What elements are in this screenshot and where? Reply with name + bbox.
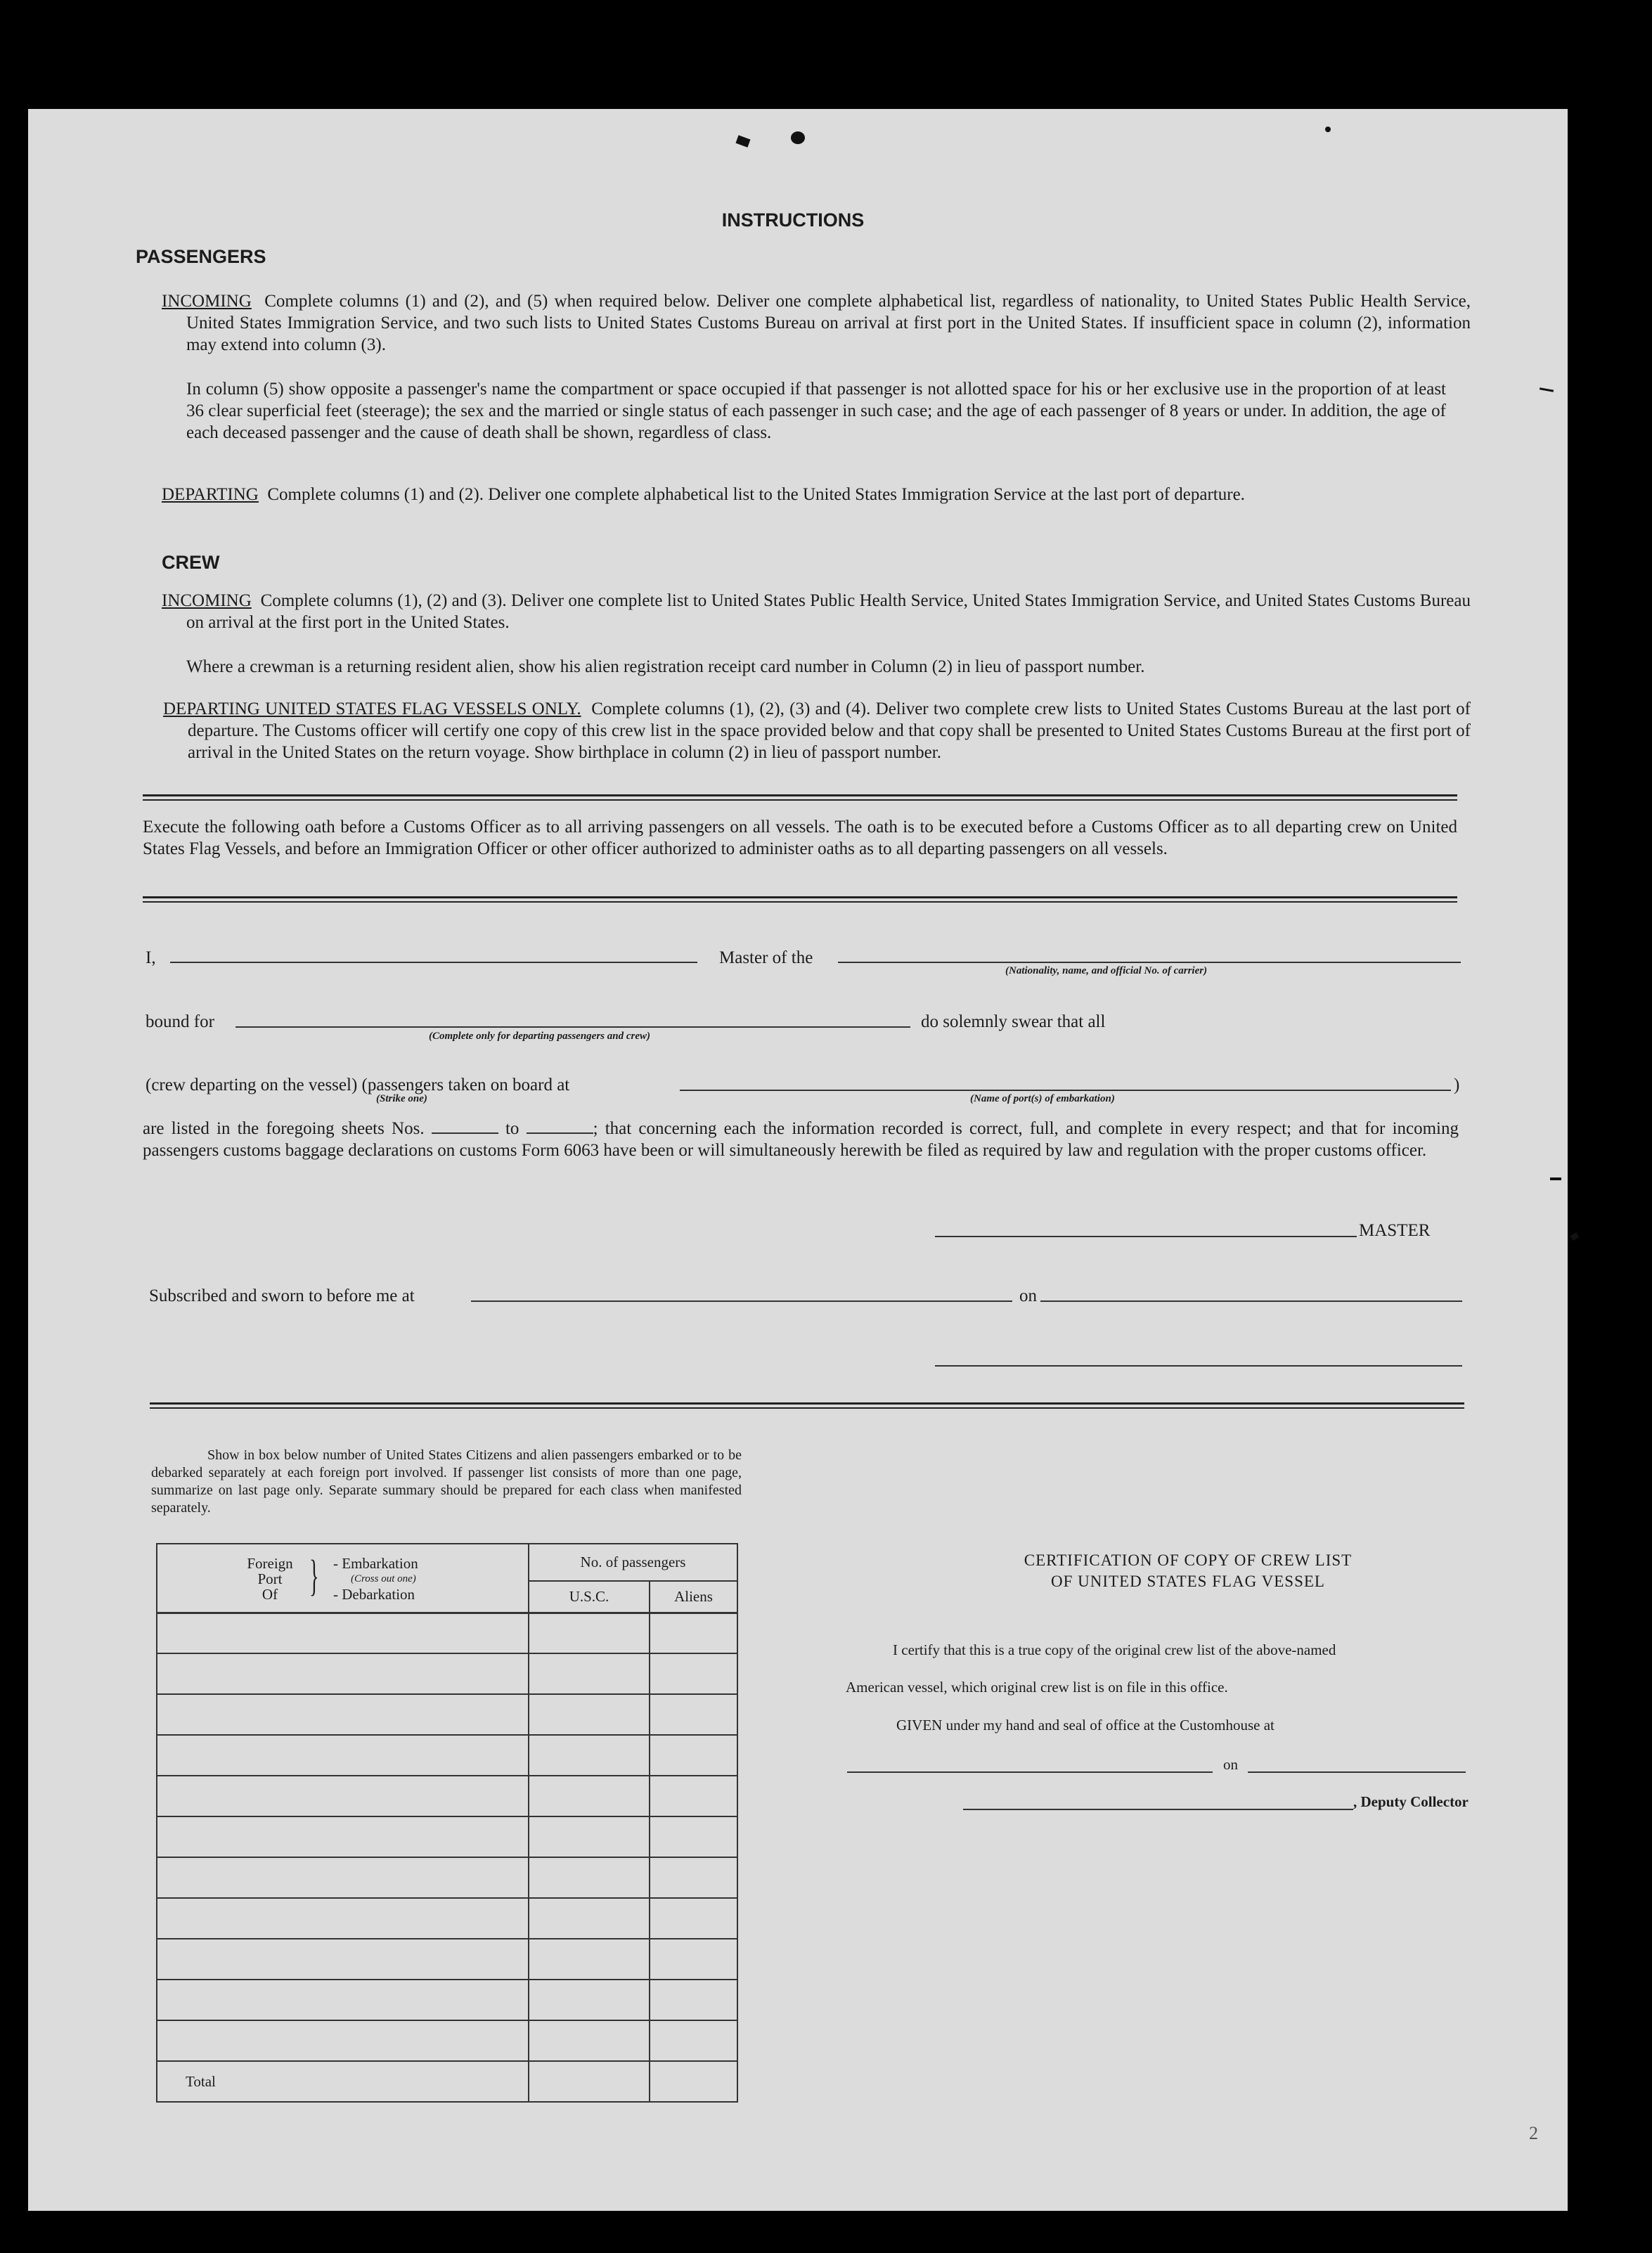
- to-label: to: [505, 1119, 520, 1138]
- aliens-cell[interactable]: [650, 1939, 737, 1980]
- brace: }: [309, 1552, 319, 1600]
- table-row: [157, 1694, 737, 1735]
- scan-mark: [1570, 1232, 1580, 1241]
- table-row: [157, 1653, 737, 1694]
- page-title: INSTRUCTIONS: [721, 209, 865, 231]
- port-cell[interactable]: [157, 1776, 529, 1816]
- port-cell[interactable]: [157, 1613, 529, 1653]
- usc-cell[interactable]: [529, 1816, 650, 1857]
- passengers-count-header: No. of passengers: [529, 1544, 737, 1581]
- master-label: MASTER: [1359, 1221, 1431, 1240]
- crew-departing-text: Complete columns (1), (2), (3) and (4). Deliver two complete crew lists to United States Customs Bureau at the last port of departure. The Customs officer will certify one copy of this crew list in the space provided below and that copy shall be presented to United States Customs Bureau at the first port of arrival in the United States on the return voyage. Show birthplace in column (2) in lieu of passport number.: [188, 699, 1471, 762]
- strike-note: (Strike one): [376, 1093, 427, 1104]
- crew-incoming-text: Complete columns (1), (2) and (3). Deliver one complete list to United States Public Health Service, United States Immigration Service, and United States Customs Bureau on arrival at the first port in the United States.: [186, 591, 1471, 632]
- bound-for-field[interactable]: [235, 1026, 910, 1028]
- table-row: [157, 2020, 737, 2061]
- master-name-field[interactable]: [170, 962, 697, 963]
- port-summary-table: [156, 1543, 738, 2103]
- total-label: Total: [157, 2061, 529, 2102]
- usc-header: U.S.C.: [529, 1581, 650, 1613]
- total-row: [157, 2061, 737, 2102]
- passengers-incoming-paragraph: [162, 290, 1471, 356]
- scan-mark: [1550, 1177, 1561, 1180]
- column5-paragraph: In column (5) show opposite a passenger's name the compartment or space occupied if that passenger is not allotted space for his or her exclusive use in the proportion of at least 36 clear superficial feet (steerage); the sex and the married or single status of each passenger in such case; and the age of each passenger of 8 years or under. In addition, the age of each deceased passenger and the cause of death shall be shown, regardless of class.: [186, 380, 1446, 442]
- port-cell[interactable]: [157, 1939, 529, 1980]
- form-page: [28, 109, 1568, 2211]
- deputy-signature-field[interactable]: [963, 1809, 1353, 1810]
- carrier-field[interactable]: [838, 962, 1461, 963]
- port-cell[interactable]: [157, 2020, 529, 2061]
- cross-out-note: (Cross out one): [351, 1573, 416, 1584]
- master-signature-field[interactable]: [935, 1236, 1357, 1237]
- sheet-from-field[interactable]: [432, 1118, 498, 1134]
- table-row: [157, 1898, 737, 1939]
- table-row: [157, 1816, 737, 1857]
- bound-note: (Complete only for departing passengers and crew): [429, 1031, 650, 1042]
- divider: [143, 896, 1457, 903]
- certification-title-line1: CERTIFICATION OF COPY OF CREW LIST: [1024, 1551, 1353, 1569]
- sheet-to-field[interactable]: [527, 1118, 593, 1134]
- crew-departing-label: (crew departing on the vessel) (passengers taken on board at: [146, 1076, 570, 1095]
- aliens-total-cell[interactable]: [650, 2061, 737, 2102]
- table-row: [157, 1613, 737, 1653]
- crew-incoming-label: INCOMING: [162, 591, 252, 610]
- departing-text: Complete columns (1) and (2). Deliver one complete alphabetical list to the United States Immigration Service at the last port of departure.: [267, 485, 1245, 504]
- usc-cell[interactable]: [529, 1613, 650, 1653]
- passengers-departing-paragraph: [162, 484, 1471, 505]
- table-row: [157, 1857, 737, 1898]
- aliens-cell[interactable]: [650, 1898, 737, 1939]
- sworn-place-field[interactable]: [471, 1300, 1012, 1302]
- page-number: 2: [1529, 2123, 1538, 2143]
- port-cell[interactable]: [157, 1653, 529, 1694]
- aliens-cell[interactable]: [650, 1694, 737, 1735]
- listed-prefix: are listed in the foregoing sheets Nos.: [143, 1119, 425, 1138]
- listed-suffix: ; that concerning each the information recorded is correct, full, and complete in every respect; and that for incoming passengers customs baggage declarations on customs Form 6063 have been or will simultaneously herewith be filed as required by law and regulation with the proper customs officer.: [143, 1119, 1459, 1160]
- crew-departing-paragraph: [163, 698, 1471, 763]
- port-header-cell: [157, 1544, 529, 1613]
- port-cell[interactable]: [157, 1735, 529, 1776]
- aliens-cell[interactable]: [650, 1653, 737, 1694]
- certify-line1: I certify that this is a true copy of the original crew list of the above-named: [893, 1641, 1336, 1658]
- ports-note: (Name of port(s) of embarkation): [970, 1093, 1115, 1104]
- sworn-on-label: on: [1019, 1286, 1037, 1305]
- oath-instruction: Execute the following oath before a Customs Officer as to all arriving passengers on all vessels. The oath is to be executed before a Customs Officer as to all departing crew on United States Flag Vessels, and before an Immigration Officer or other officer authorized to administer oaths as to all departing passengers on all vessels.: [143, 818, 1457, 858]
- certify-line2: American vessel, which original crew list is on file in this office.: [846, 1679, 1228, 1696]
- ports-field[interactable]: [680, 1090, 1451, 1091]
- table-row: [157, 1939, 737, 1980]
- given-text: GIVEN under my hand and seal of office at the Customhouse at: [896, 1717, 1275, 1734]
- debarkation-label: - Debarkation: [333, 1586, 415, 1603]
- usc-cell[interactable]: [529, 1653, 650, 1694]
- incoming-label: INCOMING: [162, 292, 252, 311]
- crew-heading: CREW: [162, 552, 220, 573]
- port-cell[interactable]: [157, 1980, 529, 2020]
- oath-i-label: I,: [146, 948, 156, 967]
- incoming-text: Complete columns (1) and (2), and (5) when required below. Deliver one complete alphabetical list, regardless of nationality, to United States Public Health Service, United States Immigration Service, and two such lists to United States Customs Bureau on arrival at first port in the United States. If insufficient space in column (2), information may extend into column (3).: [186, 292, 1471, 354]
- table-row: [157, 1980, 737, 2020]
- scan-mark: [1325, 127, 1331, 132]
- aliens-cell[interactable]: [650, 2020, 737, 2061]
- certification-on-label: on: [1223, 1756, 1238, 1773]
- port-cell[interactable]: [157, 1694, 529, 1735]
- aliens-cell[interactable]: [650, 1776, 737, 1816]
- aliens-cell[interactable]: [650, 1857, 737, 1898]
- usc-cell[interactable]: [529, 1980, 650, 2020]
- resident-alien-paragraph: Where a crewman is a returning resident alien, show his alien registration receipt card number in Column (2) in lieu of passport number.: [186, 657, 1145, 676]
- subscribed-label: Subscribed and sworn to before me at: [149, 1286, 415, 1305]
- certification-title-line2: OF UNITED STATES FLAG VESSEL: [1051, 1573, 1325, 1590]
- usc-cell[interactable]: [529, 1939, 650, 1980]
- officer-signature-field[interactable]: [935, 1365, 1462, 1367]
- foreign-label: Foreign: [247, 1555, 293, 1572]
- certification-title: [837, 1550, 1540, 1592]
- usc-cell[interactable]: [529, 1776, 650, 1816]
- aliens-cell[interactable]: [650, 1613, 737, 1653]
- embark-debark-options: [333, 1556, 418, 1602]
- port-cell[interactable]: [157, 1816, 529, 1857]
- swear-label: do solemnly swear that all: [921, 1012, 1106, 1031]
- usc-cell[interactable]: [529, 1898, 650, 1939]
- usc-cell[interactable]: [529, 2020, 650, 2061]
- bound-for-label: bound for: [146, 1012, 214, 1031]
- crew-incoming-paragraph: [162, 590, 1471, 633]
- usc-cell[interactable]: [529, 1694, 650, 1735]
- departing-label: DEPARTING: [162, 485, 259, 504]
- port-cell[interactable]: [157, 1898, 529, 1939]
- port-cell[interactable]: [157, 1857, 529, 1898]
- certification-date-field[interactable]: [1248, 1771, 1466, 1773]
- master-of-label: Master of the: [719, 948, 813, 967]
- usc-total-cell[interactable]: [529, 2061, 650, 2102]
- aliens-cell[interactable]: [650, 1735, 737, 1776]
- sworn-date-field[interactable]: [1040, 1300, 1462, 1302]
- listed-paragraph: [143, 1118, 1459, 1161]
- table-row: [157, 1776, 737, 1816]
- table-row: [157, 1735, 737, 1776]
- deputy-collector-label: , Deputy Collector: [1353, 1793, 1469, 1810]
- aliens-header: Aliens: [650, 1581, 737, 1613]
- carrier-note: (Nationality, name, and official No. of carrier): [1005, 965, 1208, 976]
- usc-cell[interactable]: [529, 1735, 650, 1776]
- aliens-cell[interactable]: [650, 1816, 737, 1857]
- divider: [143, 794, 1457, 801]
- foreign-port-of: [238, 1556, 302, 1602]
- scan-mark: [735, 135, 750, 147]
- of-label: Of: [262, 1586, 278, 1603]
- summary-instruction: Show in box below number of United States Citizens and alien passengers embarked or to be debarked separately at each foreign port involved. If passenger list consists of more than one page, summarize on last page only. Separate summary should be prepared for each class when manifested separately.: [151, 1447, 742, 1516]
- crew-departing-label: DEPARTING UNITED STATES FLAG VESSELS ONLY.: [163, 699, 581, 718]
- scan-mark: [1540, 387, 1554, 392]
- aliens-cell[interactable]: [650, 1980, 737, 2020]
- passengers-heading: PASSENGERS: [136, 246, 266, 267]
- embarkation-label: - Embarkation: [333, 1555, 418, 1572]
- port-label: Port: [257, 1570, 283, 1587]
- scan-mark: [791, 131, 805, 144]
- close-paren: ): [1454, 1076, 1460, 1095]
- customhouse-field[interactable]: [847, 1771, 1213, 1773]
- usc-cell[interactable]: [529, 1857, 650, 1898]
- divider: [150, 1402, 1464, 1409]
